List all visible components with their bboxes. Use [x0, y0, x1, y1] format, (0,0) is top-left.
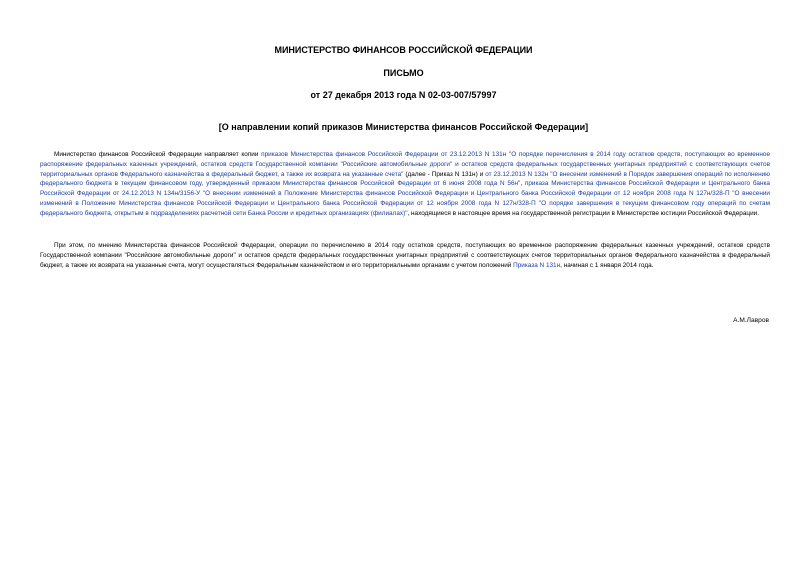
ministry-heading: МИНИСТЕРСТВО ФИНАНСОВ РОССИЙСКОЙ ФЕДЕРАЦИИ — [274, 45, 533, 55]
text-segment: (далее - Приказ N 131н) и — [403, 170, 486, 178]
text-segment: , находящиеся в настоящее время на государственной регистрации в Министерстве юстиции Российской Федерации. — [407, 209, 759, 217]
order-134n-link[interactable]: приказа Министерства финансов Российской Федерации и Центрального банка Российской Федерации от 24.12.2013 N 134н/3156-У "О внесении изменений в Положение Министерства финансов Российской Федерации и Центрального банка Российской Федерации от 12 ноября 2008 года N 127н/328-П "О внесении изменений в Положение Министерства финансов Российской Федерации и Центрального банка Российской Федерации от 12 ноября 2008 года N 127н/328-П "О порядке завершения в текущем финансовом году операций по счетам федерального бюджета, открытым в подразделениях расчетной сети Банка России и кредитных организациях (филиалах)" — [40, 180, 770, 217]
text-segment: , начиная с 1 января 2014 года. — [560, 261, 654, 269]
text-segment: , — [520, 180, 525, 188]
order-132n-link[interactable]: от 23.12.2013 N 132н "О внесении изменений в Порядок завершения операций по исполнению федерального бюджета в текущем финансовом году, утвержденный приказом Министерства финансов Российской Федерации от 6 июня 2008 года N 56н" — [40, 170, 770, 188]
order-131n-ref-link[interactable]: Приказа N 131н — [513, 261, 561, 269]
body-paragraph-1 — [40, 150, 770, 219]
body-paragraph-2 — [40, 241, 770, 270]
signature: А.М.Лавров — [733, 317, 769, 324]
text-segment: Министерство финансов Российской Федерации направляет копии — [54, 151, 262, 158]
doc-type-heading: ПИСЬМО — [383, 68, 424, 78]
order-131n-link[interactable]: приказов Министерства финансов Российской Федерации от 23.12.2013 N 131н "О порядке перечисления в 2014 году остатков средств, поступающих во временное распоряжение федеральных казенных учреждений, остатков средств Государственной компании "Российские автомобильные дороги" и остатков средств федеральных государственных унитарных предприятий с соответствующих счетов территориальных органов Федерального казначейства в федеральный бюджет, а также их возврата на указанные счета" — [40, 151, 770, 178]
subject-heading: [О направлении копий приказов Министерства финансов Российской Федерации] — [218, 122, 589, 132]
text-segment: При этом, по мнению Министерства финансов Российской Федерации, операции по перечислению в 2014 году остатков средств, поступающих во временное распоряжение федеральных казенных учреждений, остатков средств Государственной компании "Российские автомобильные дороги" и остатков средств федеральных государственных унитарных предприятий с соответствующих счетов территориальных органов Федерального казначейства в федеральный бюджет, а также их возврата на указанные счета, могут осуществляться Федеральным казначейством и его территориальными органами с учетом положений — [40, 242, 770, 269]
date-number-heading: от 27 декабря 2013 года N 02-03-007/57997 — [310, 90, 497, 100]
